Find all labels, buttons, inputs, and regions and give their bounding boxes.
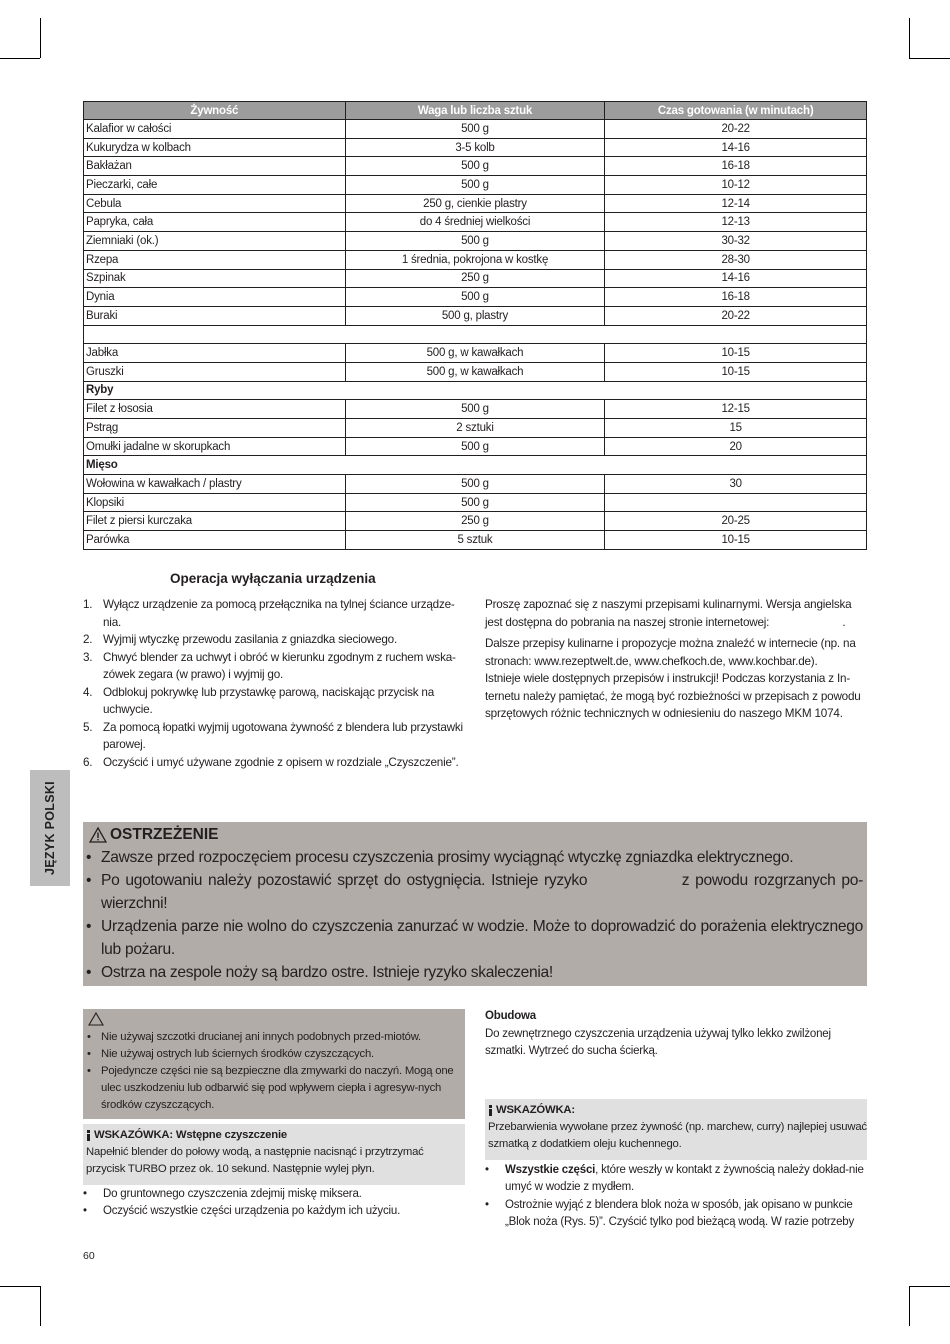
table-row — [84, 344, 867, 363]
weight-cell: 500 g — [345, 157, 605, 176]
housing-title: Obudowa — [485, 1010, 536, 1022]
table-row — [84, 232, 867, 251]
bullet: • — [485, 1164, 489, 1176]
table-row — [84, 362, 867, 381]
caution-item — [83, 1046, 461, 1063]
food-cell: Ziemniaki (ok.) — [84, 232, 346, 251]
table-header-row — [84, 102, 867, 120]
weight-cell: 500 g — [345, 437, 605, 456]
weight-cell: do 4 średniej wielkości — [345, 213, 605, 232]
food-cell: Buraki — [84, 306, 346, 325]
food-cell: Cebula — [84, 194, 346, 213]
hint-title: WSKAZÓWKA: — [488, 1102, 867, 1119]
food-cell: Pieczarki, całe — [84, 176, 346, 195]
cleaning-item — [83, 1203, 465, 1220]
time-cell — [605, 493, 867, 512]
table-header-cell: Czas gotowania (w minutach) — [605, 102, 867, 120]
time-cell: 20-25 — [605, 512, 867, 531]
cleaning-list — [83, 1186, 465, 1221]
parts-item — [485, 1162, 865, 1197]
table-section-row — [84, 381, 867, 400]
page-number: 60 — [83, 1250, 95, 1262]
table-row — [84, 493, 867, 512]
table-row — [84, 250, 867, 269]
food-cell: Bakłażan — [84, 157, 346, 176]
caution-item — [83, 1063, 461, 1114]
warning-triangle-icon — [89, 827, 107, 843]
warning-title: OSTRZEŻENIE — [89, 826, 219, 844]
time-cell: 10-12 — [605, 176, 867, 195]
time-cell: 16-18 — [605, 288, 867, 307]
table-row — [84, 176, 867, 195]
bullet: • — [86, 964, 92, 981]
language-tab — [30, 770, 70, 886]
time-cell: 20-22 — [605, 306, 867, 325]
warning-box — [83, 822, 867, 986]
caution-box — [83, 1009, 465, 1119]
housing-text: Do zewnętrznego czyszczenia urządzenia używaj tylko lekko zwilżonej szmatki. Wytrzeć do sucha ścierką. — [485, 1027, 831, 1057]
weight-cell: 500 g — [345, 400, 605, 419]
weight-cell: 500 g, w kawałkach — [345, 362, 605, 381]
weight-cell: 500 g — [345, 232, 605, 251]
time-cell: 14-16 — [605, 138, 867, 157]
bullet: • — [87, 1031, 91, 1043]
weight-cell: 250 g — [345, 512, 605, 531]
step-text: Wyłącz urządzenie za pomocą przełącznika na tylnej ściance urządze-nia. — [103, 598, 455, 629]
bullet: • — [83, 1188, 87, 1200]
bullet: • — [485, 1198, 489, 1211]
step-text: Wyjmij wtyczkę przewodu zasilania z gniazdka sieciowego. — [103, 633, 397, 646]
table-row — [84, 531, 867, 550]
time-cell: 20 — [605, 437, 867, 456]
food-cell: Filet z łososia — [84, 400, 346, 419]
warning-item — [83, 961, 863, 984]
warning-item-text: Urządzenia parze nie wolno do czyszczenia zanurzać w wodzie. Może to doprowadzić do porażenia elektrycznego lub pożaru. — [101, 918, 868, 958]
time-cell: 20-22 — [605, 120, 867, 139]
crop-mark — [0, 58, 40, 59]
operation-title: Operacja wyłączania urządzenia — [170, 571, 376, 586]
step-number: 5. — [83, 720, 93, 734]
bullet: • — [86, 872, 92, 889]
step-text: Oczyścić i umyć używane zgodnie z opisem w rozdziale „Czyszczenie”. — [103, 755, 459, 769]
step-text: Chwyć blender za uchwyt i obróć w kierunku zgodnym z ruchem wska-zówek zegara (w prawo) i wyjmij go. — [103, 650, 456, 681]
crop-mark — [40, 1286, 41, 1326]
operation-step — [83, 596, 466, 631]
cleaning-item-text: Do gruntownego czyszczenia zdejmij miskę miksera. — [103, 1188, 362, 1200]
hint-text: Napełnić blender do połowy wodą, a następnie nacisnąć i przytrzymać przycisk TURBO przez ok. 10 sekund. Następnie wylej płyn. — [86, 1146, 424, 1175]
time-cell: 15 — [605, 419, 867, 438]
food-cell: Gruszki — [84, 362, 346, 381]
weight-cell: 500 g, plastry — [345, 306, 605, 325]
crop-mark — [909, 18, 910, 58]
crop-mark — [40, 18, 41, 58]
hint-discoloration — [485, 1099, 867, 1160]
weight-cell: 2 sztuki — [345, 419, 605, 438]
crop-mark — [909, 1286, 950, 1287]
weight-cell: 5 sztuk — [345, 531, 605, 550]
language-tab-label: JĘZYK POLSKI — [43, 781, 57, 875]
warning-item — [83, 915, 868, 961]
step-text: Za pomocą łopatki wyjmij ugotowana żywność z blendera lub przystawki parowej. — [103, 720, 463, 751]
section-cell — [84, 325, 867, 344]
section-cell: Mięso — [84, 456, 867, 475]
bullet: • — [86, 849, 92, 866]
step-number: 4. — [83, 685, 93, 699]
cleaning-item-text: Oczyścić wszystkie części urządzenia po każdym ich użyciu. — [103, 1205, 401, 1218]
cooking-time-table — [83, 101, 867, 550]
crop-mark — [909, 58, 950, 59]
food-cell: Jabłka — [84, 344, 346, 363]
time-cell: 10-15 — [605, 531, 867, 550]
step-number: 6. — [83, 755, 93, 769]
food-cell: Parówka — [84, 531, 346, 550]
operation-step — [83, 631, 466, 649]
table-row — [84, 437, 867, 456]
table-row — [84, 157, 867, 176]
table-section-row — [84, 456, 867, 475]
caution-item-text: Nie używaj ostrych lub ściernych środków czyszczących. — [101, 1048, 374, 1060]
section-cell: Ryby — [84, 381, 867, 400]
bullet: • — [83, 1205, 87, 1218]
table-header-cell: Żywność — [84, 102, 346, 120]
warning-item-text: Ostrza na zespole noży są bardzo ostre. Istnieje ryzyko skaleczenia! — [101, 964, 553, 981]
food-cell: Wołowina w kawałkach / plastry — [84, 475, 346, 494]
food-cell: Rzepa — [84, 250, 346, 269]
weight-cell: 250 g — [345, 269, 605, 288]
hint-title: WSKAZÓWKA: Wstępne czyszczenie — [86, 1127, 465, 1144]
table-section-row — [84, 325, 867, 344]
weight-cell: 500 g — [345, 176, 605, 195]
caution-list — [83, 1029, 461, 1114]
caution-item-text: Nie używaj szczotki drucianej ani innych podobnych przed-miotów. — [101, 1031, 421, 1043]
crop-mark — [909, 1286, 910, 1326]
food-cell: Kukurydza w kolbach — [84, 138, 346, 157]
recipes-paragraph: Proszę zapoznać się z naszymi przepisami kulinarnymi. Wersja angielska jest dostępna do pobrania na naszej stronie internetowej: . — [485, 598, 855, 629]
warning-item — [83, 846, 863, 869]
step-number: 1. — [83, 598, 93, 611]
table-row — [84, 138, 867, 157]
bullet: • — [87, 1065, 91, 1077]
weight-cell: 3-5 kolb — [345, 138, 605, 157]
time-cell: 12-15 — [605, 400, 867, 419]
parts-cleaning-list — [485, 1162, 865, 1231]
time-cell: 10-15 — [605, 362, 867, 381]
weight-cell: 500 g, w kawałkach — [345, 344, 605, 363]
table-row — [84, 400, 867, 419]
operation-steps — [83, 596, 466, 771]
parts-item — [485, 1197, 865, 1232]
table-row — [84, 288, 867, 307]
recipes-section — [485, 596, 867, 723]
food-cell: Klopsiki — [84, 493, 346, 512]
operation-step — [83, 754, 466, 772]
food-cell: Dynia — [84, 288, 346, 307]
weight-cell: 500 g — [345, 288, 605, 307]
weight-cell: 250 g, cienkie plastry — [345, 194, 605, 213]
table-row — [84, 120, 867, 139]
food-cell: Pstrąg — [84, 419, 346, 438]
caution-triangle-icon — [88, 1012, 104, 1026]
recipes-paragraph: Dalsze przepisy kulinarne i propozycje można znaleźć w internecie (np. na stronach: www.rezeptwelt.de, www.chefkoch.de, www.kochbar.de). Istnieje wiele dostępnych przepisów i instrukcji! Podczas korzystania z In-ternetu należy pamiętać, że mogą być rozbieżności w przepisach z powodu sprzętowych różnic technicznych w odniesieniu do naszego MKM 1074. — [485, 637, 861, 720]
parts-item-text: , które weszły w kontakt z żywnością należy dokład-nie umyć w wodzie z mydłem. — [505, 1164, 864, 1194]
bullet: • — [87, 1048, 91, 1060]
parts-item-bold: Wszystkie części — [505, 1164, 596, 1176]
food-cell: Omułki jadalne w skorupkach — [84, 437, 346, 456]
step-text: Odblokuj pokrywkę lub przystawkę parową, naciskając przycisk na uchwycie. — [103, 685, 435, 716]
time-cell: 12-14 — [605, 194, 867, 213]
weight-cell: 500 g — [345, 475, 605, 494]
weight-cell: 500 g — [345, 493, 605, 512]
time-cell: 10-15 — [605, 344, 867, 363]
food-cell: Szpinak — [84, 269, 346, 288]
bullet: • — [86, 918, 92, 935]
time-cell: 30-32 — [605, 232, 867, 251]
cleaning-item — [83, 1186, 465, 1203]
caution-item-text: Pojedyncze części nie są bezpieczne dla zmywarki do naczyń. Mogą one ulec uszkodzeniu lub odbarwić się pod wpływem ciepła i agresyw-nych środków czyszczących. — [101, 1065, 454, 1111]
table-header-cell: Waga lub liczba sztuk — [345, 102, 605, 120]
time-cell: 14-16 — [605, 269, 867, 288]
caution-item — [83, 1029, 461, 1046]
housing-section — [485, 1008, 867, 1061]
table-row — [84, 269, 867, 288]
parts-item-text: Ostrożnie wyjąć z blendera blok noża w sposób, jak opisano w punkcie „Blok noża (Rys. 5)”. Czyścić tylko pod bieżącą wodą. W razie potrzeby — [505, 1198, 855, 1228]
warning-list — [83, 846, 868, 984]
operation-step — [83, 719, 466, 754]
step-number: 3. — [83, 650, 93, 664]
time-cell: 30 — [605, 475, 867, 494]
operation-step — [83, 684, 466, 719]
weight-cell: 500 g — [345, 120, 605, 139]
warning-item-text: Po ugotowaniu należy pozostawić sprzęt do ostygnięcia. Istnieje ryzyko z powodu rozgrzanych po-wierzchni! — [101, 872, 863, 912]
food-cell: Papryka, cała — [84, 213, 346, 232]
table-row — [84, 419, 867, 438]
table-row — [84, 213, 867, 232]
crop-mark — [0, 1286, 40, 1287]
food-cell: Kalafior w całości — [84, 120, 346, 139]
time-cell: 28-30 — [605, 250, 867, 269]
table-row — [84, 194, 867, 213]
time-cell: 12-13 — [605, 213, 867, 232]
step-number: 2. — [83, 633, 93, 646]
table-row — [84, 475, 867, 494]
hint-precleaning — [83, 1124, 465, 1185]
weight-cell: 1 średnia, pokrojona w kostkę — [345, 250, 605, 269]
warning-item — [83, 869, 863, 915]
table-row — [84, 306, 867, 325]
warning-item-text: Zawsze przed rozpoczęciem procesu czyszczenia prosimy wyciągnąć wtyczkę zgniazdka elektrycznego. — [101, 849, 794, 866]
food-cell: Filet z piersi kurczaka — [84, 512, 346, 531]
table-row — [84, 512, 867, 531]
hint-text: Przebarwienia wywołane przez żywność (np. marchew, curry) najlepiej usuwać szmatką z dodatkiem oleju kuchennego. — [488, 1121, 867, 1150]
operation-step — [83, 649, 466, 684]
info-icon — [488, 1105, 493, 1116]
time-cell: 16-18 — [605, 157, 867, 176]
info-icon — [86, 1130, 91, 1141]
